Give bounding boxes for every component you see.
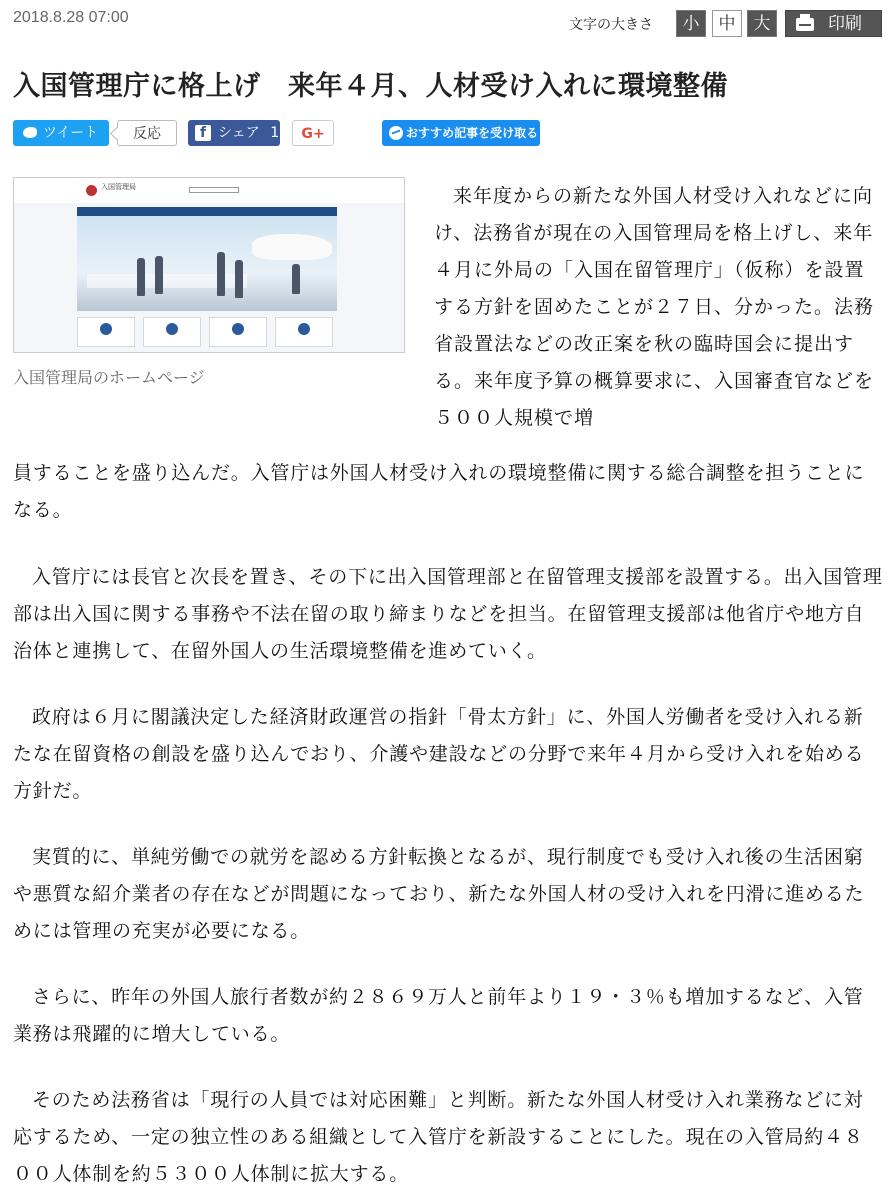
traveler-figure	[292, 264, 300, 294]
font-size-label: 文字の大きさ	[569, 17, 653, 33]
messenger-icon	[389, 126, 403, 140]
twitter-bird-icon	[23, 127, 37, 138]
airplane-shape	[252, 234, 332, 260]
traveler-figure	[235, 260, 243, 298]
photo-site-name: 入国管理局	[101, 183, 136, 191]
photo-site-header	[14, 178, 404, 203]
share-label: シェア	[218, 125, 260, 141]
tweet-label: ツイート	[43, 125, 99, 141]
print-label: 印刷	[828, 14, 862, 34]
body-paragraph: 実質的に、単純労働での就労を認める方針転換となるが、現行制度でも受け入れ後の生活困窮や悪質な紹介業者の存在などが問題になっており、新たな外国人材の受け入れを円滑に進めるためには管理の充実が必要になる。	[13, 846, 865, 942]
ministry-logo-icon	[86, 185, 97, 196]
article-photo[interactable]	[13, 177, 405, 353]
article-title: 入国管理庁に格上げ 来年４月、人材受け入れに環境整備	[13, 71, 728, 102]
photo-caption: 入国管理局のホームページ	[13, 368, 205, 387]
lead-paragraph: 来年度からの新たな外国人材受け入れなどに向け、法務省が現在の入国管理局を格上げし、来年４月に外局の「入国在留管理庁」（仮称）を設置する方針を固めたことが２７日、分かった。法務省設置法などの改正案を秋の臨時国会に提出する。来年度予算の概算要求に、入国審査官などを５００人規模で増	[434, 185, 875, 429]
photo-hero-image	[77, 216, 337, 311]
facebook-icon: f	[195, 125, 211, 141]
font-size-small-button[interactable]: 小	[676, 10, 706, 37]
reaction-count-button[interactable]: 反応	[117, 120, 177, 146]
traveler-figure	[137, 258, 145, 296]
photo-tile	[77, 317, 135, 347]
body-paragraph: 入管庁には長官と次長を置き、その下に出入国管理部と在留管理支援部を設置する。出入国管理部は出入国に関する事務や不法在留の取り締まりなどを担当。在留管理支援部は他省庁や地方自治体と連携して、在留外国人の生活環境整備を進めていく。	[13, 566, 883, 662]
photo-nav-bar	[77, 207, 337, 216]
font-size-medium-button[interactable]: 中	[712, 10, 742, 37]
traveler-figure	[155, 256, 163, 294]
photo-service-tiles	[77, 317, 337, 347]
print-button[interactable]	[785, 10, 882, 37]
font-size-large-button[interactable]: 大	[747, 10, 777, 37]
photo-tile	[143, 317, 201, 347]
photo-tile	[275, 317, 333, 347]
messenger-subscribe-button[interactable]	[382, 120, 540, 146]
share-count: 1	[270, 125, 280, 141]
messenger-label: おすすめ記事を受け取る	[406, 126, 539, 140]
google-plus-button[interactable]: G+	[292, 120, 334, 146]
top-bar	[0, 0, 892, 44]
body-paragraph: そのため法務省は「現行の人員では対応困難」と判断。新たな外国人材受け入れ業務などに対応するため、一定の独立性のある組織として入管庁を新設することにした。現在の入管局約４８００人体制を約５３００人体制に拡大する。	[13, 1089, 864, 1185]
photo-search-box	[189, 187, 239, 193]
facebook-share-button[interactable]	[188, 120, 280, 146]
photo-tile	[209, 317, 267, 347]
publish-date: 2018.8.28 07:00	[13, 9, 129, 26]
tweet-button[interactable]	[13, 120, 109, 146]
printer-icon	[796, 18, 814, 31]
lead-paragraph-continued: 員することを盛り込んだ。入管庁は外国人材受け入れの環境整備に関する総合調整を担うことになる。	[13, 462, 865, 521]
body-paragraph: 政府は６月に閣議決定した経済財政運営の指針「骨太方針」に、外国人労働者を受け入れる新たな在留資格の創設を盛り込んでおり、介護や建設などの分野で来年４月から受け入れを始める方針だ。	[13, 706, 865, 802]
body-paragraph: さらに、昨年の外国人旅行者数が約２８６９万人と前年より１９・３％も増加するなど、入管業務は飛躍的に増大している。	[13, 986, 864, 1045]
traveler-figure	[217, 252, 225, 296]
